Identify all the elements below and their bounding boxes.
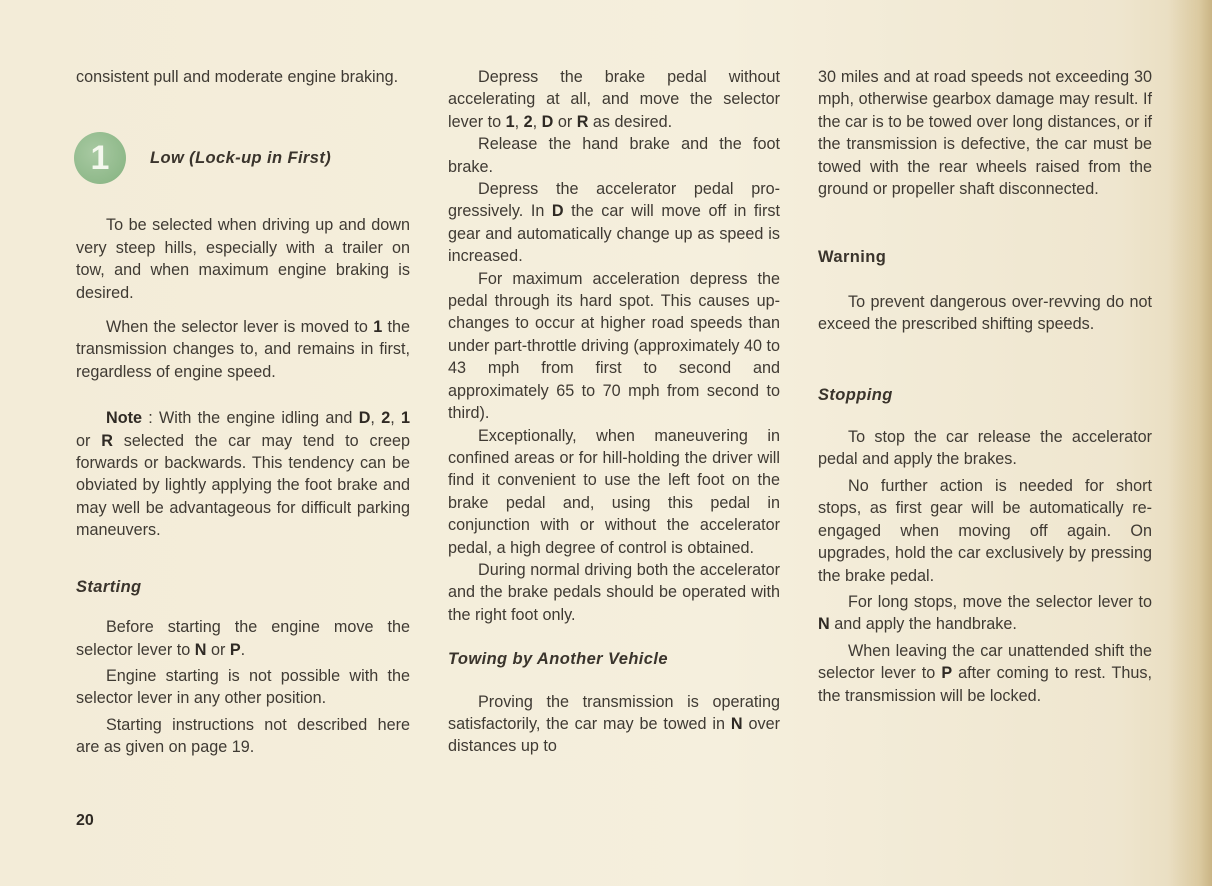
page-edge-shadow [1168,0,1212,886]
column-left [76,66,410,759]
page-number: 20 [76,812,94,829]
stopping-paragraph-1: To stop the car release the accelerator pedal and apply the brakes. [818,428,1152,469]
stopping-heading: Stopping [818,385,893,404]
middle-paragraph-2: Release the hand brake and the foot brake. [448,135,780,176]
stopping-paragraph-2: No further action is needed for short stops, as first gear will be automatically re-engaged when moving off again. On upgrades, hold the car exclusively by pressing the brake pedal. [818,476,1152,585]
towing-heading: Towing by Another Vehicle [448,650,668,669]
middle-paragraph-1: Depress the brake pedal without accelerating at all, and move the selector lever to 1, 2, D or R as desired. [448,68,780,131]
low-paragraph-1: To be selected when driving up and down very steep hills, especially with a trailer on tow, and when maximum engine braking is desired. [76,216,410,302]
column-right [818,66,1152,707]
towing-paragraph: Proving the transmission is operating satisfactorily, the car may be towed in N over distances up to [448,692,780,756]
low-heading-row [76,132,410,184]
stopping-paragraph-3: For long stops, move the selector lever to N and apply the handbrake. [818,592,1152,634]
middle-paragraph-5: Exceptionally, when maneuvering in confined areas or for hill-holding the driver will find it convenient to use the left foot on the brake pedal and, using this pedal in conjunction with or without the accelerator pedal, a high degree of control is obtained. [448,426,780,557]
warning-paragraph: To prevent dangerous over-revving do not exceed the prescribed shifting speeds. [818,292,1152,334]
note-label: Note [106,409,142,428]
number-one-badge: 1 [74,132,126,184]
right-paragraph-1: 30 miles and at road speeds not exceeding 30 mph, otherwise gearbox damage may result. If the car is to be towed over long distances, or if the transmission is defective, the car must be towed with the rear wheels raised from the ground or propeller shaft disconnected. [818,68,1152,199]
warning-heading: Warning [818,248,887,267]
starting-paragraph-1: Before starting the engine move the selector lever to N or P. [76,618,410,659]
low-paragraph-2: When the selector lever is moved to 1 the transmission changes to, and remains in first, regardless of engine speed. [76,318,410,381]
intro-text: consistent pull and moderate engine braking. [76,68,399,86]
starting-paragraph-3: Starting instructions not described here are as given on page 19. [76,715,410,757]
starting-heading: Starting [76,577,142,596]
stopping-paragraph-4: When leaving the car unattended shift the selector lever to P after coming to rest. Thus, the transmission will be locked. [818,641,1153,705]
column-middle [448,66,780,758]
middle-paragraph-3: Depress the accelerator pedal progressively. In D the car will move off in first gear and automatically change up as speed is increased. [448,180,780,266]
note-paragraph: Note : With the engine idling and D, 2, 1 or R selected the car may tend to creep forwards or backwards. This tendency can be obviated by lightly applying the foot brake and may well be advantageous for difficult parking maneuvers. [76,409,410,540]
middle-paragraph-4: For maximum acceleration depress the pedal through its hard spot. This causes up-changes to occur at higher road speeds than under part-throttle driving (approximately 40 to 43 mph from first to second and approximately 65 to 70 mph from second to third). [448,269,781,423]
low-heading: Low (Lock-up in First) [150,149,332,168]
starting-paragraph-2: Engine starting is not possible with the selector lever in any other position. [76,666,410,708]
middle-paragraph-6: During normal driving both the accelerator and the brake pedals should be operated with the right foot only. [448,560,780,624]
